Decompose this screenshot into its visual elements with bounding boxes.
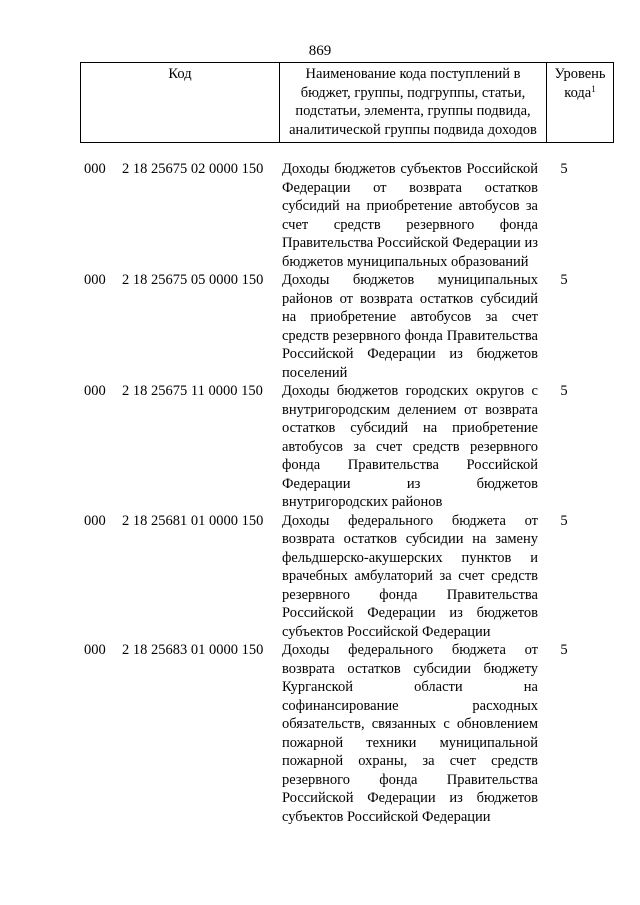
admin-code: 000 xyxy=(84,161,106,177)
code-level-cell xyxy=(538,271,578,382)
revenue-code: 2 18 25675 02 0000 150 xyxy=(122,161,264,177)
code-level: 5 xyxy=(560,161,568,177)
admin-code: 000 xyxy=(84,642,106,658)
revenue-code: 2 18 25681 01 0000 150 xyxy=(122,512,264,529)
code-level: 5 xyxy=(560,272,568,288)
code-level: 5 xyxy=(560,642,568,658)
revenue-name: Доходы федерального бюджета от возврата остатков субсидии на замену фельдшерско-акушерских пунктов и врачебных амбулаторий за счет средств резервного фонда Правительства Российской Федерации из бюджетов субъектов Российской Федерации xyxy=(282,512,538,640)
table-row xyxy=(84,512,624,642)
code-level-cell xyxy=(538,382,578,512)
page-number: 869 xyxy=(308,43,332,59)
table-row xyxy=(84,641,624,826)
header-level-cell xyxy=(547,63,614,143)
revenue-code: 2 18 25683 01 0000 150 xyxy=(122,642,264,658)
code-level-cell xyxy=(538,641,578,826)
code-level-cell xyxy=(538,160,578,271)
table-row xyxy=(84,271,624,382)
revenue-name: Доходы бюджетов муниципальных районов от возврата остатков субсидий на приобретение автобусов за счет средств резервного фонда Правительства Российской Федерации из бюджетов поселений xyxy=(282,272,538,381)
table-header xyxy=(80,62,614,143)
table-row xyxy=(84,160,624,271)
header-name: Наименование кода поступлений в бюджет, группы, подгруппы, статьи, подстатьи, элемента, группы подвида, аналитической группы подвида доходов xyxy=(280,63,547,143)
table-body xyxy=(84,160,624,826)
header-level: Уровень кода xyxy=(554,66,606,101)
code-level: 5 xyxy=(560,512,568,529)
code-level-cell xyxy=(538,512,578,642)
code-level: 5 xyxy=(560,383,568,399)
table-row xyxy=(84,382,624,512)
revenue-name: Доходы бюджетов городских округов с внутригородским делением от возврата остатков субсидий на приобретение автобусов за счет средств резервного фонда Правительства Российской Федерации из бюджетов внутригородских районов xyxy=(282,383,538,510)
admin-code: 000 xyxy=(84,272,106,288)
footnote-marker: 1 xyxy=(591,83,596,94)
revenue-code: 2 18 25675 11 0000 150 xyxy=(122,383,263,399)
admin-code: 000 xyxy=(84,512,106,529)
revenue-name: Доходы бюджетов субъектов Российской Федерации от возврата остатков субсидий на приобретение автобусов за счет средств резервного фонда Правительства Российской Федерации из бюджетов муниципальных образований xyxy=(282,161,538,270)
revenue-name: Доходы федерального бюджета от возврата остатков субсидии бюджету Курганской области на софинансирование расходных обязательств, связанных с обновлением пожарной техники муниципальной пожарной охраны, за счет средств резервного фонда Правительства Российской Федерации из бюджетов субъектов Российской Федерации xyxy=(282,642,538,825)
header-code: Код xyxy=(81,63,280,143)
admin-code: 000 xyxy=(84,383,106,399)
revenue-code: 2 18 25675 05 0000 150 xyxy=(122,272,264,288)
